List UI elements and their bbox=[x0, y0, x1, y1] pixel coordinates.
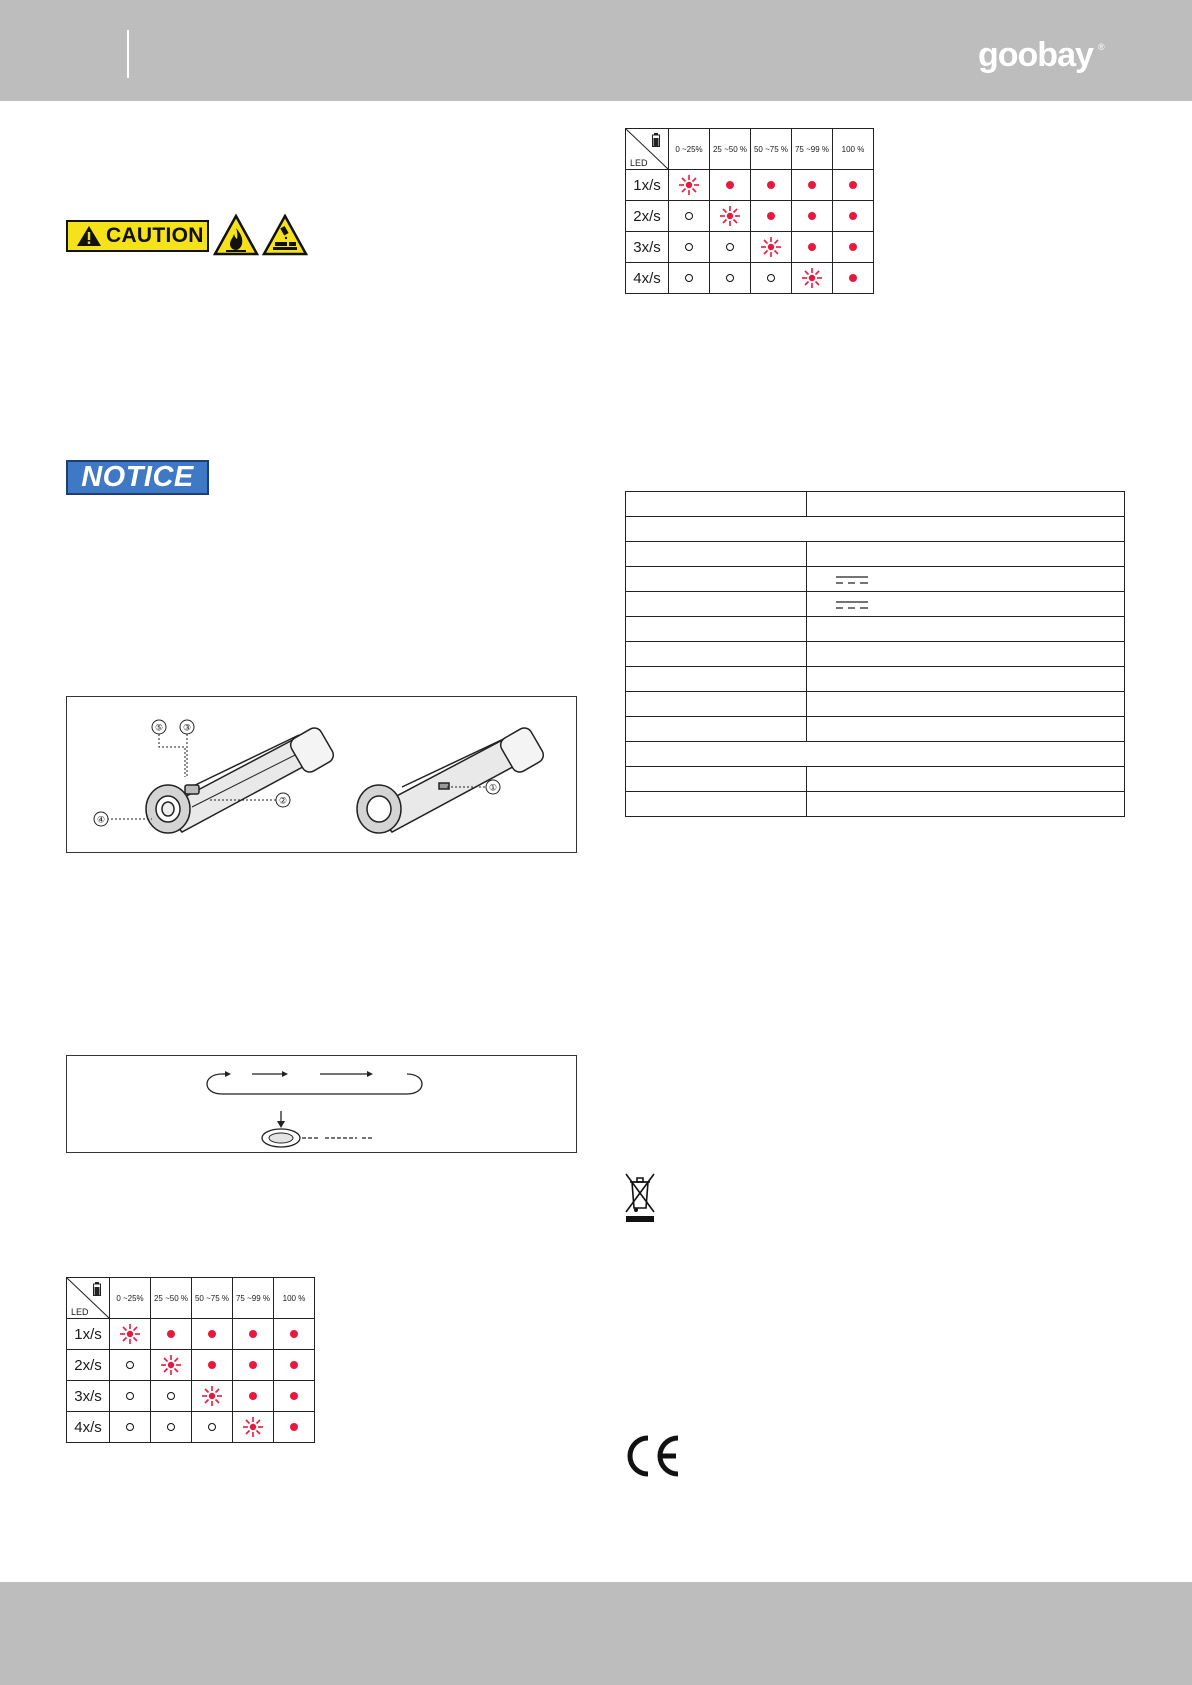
led-cell bbox=[151, 1350, 192, 1381]
header-divider bbox=[127, 30, 129, 78]
spec-section-row bbox=[626, 517, 1125, 542]
led-flashing-icon bbox=[760, 236, 782, 258]
spec-row bbox=[626, 792, 1125, 817]
led-off-dot bbox=[726, 274, 734, 282]
caution-text: CAUTION bbox=[106, 224, 204, 247]
led-row bbox=[67, 1350, 315, 1381]
led-cell bbox=[151, 1319, 192, 1350]
led-rate-label: 4x/s bbox=[67, 1412, 110, 1443]
led-column-header: 100 % bbox=[833, 129, 874, 170]
led-cell bbox=[192, 1319, 233, 1350]
callout-5: ⑤ bbox=[154, 723, 164, 734]
led-on-dot bbox=[849, 212, 857, 220]
led-corner-label: LED bbox=[71, 1307, 89, 1317]
spec-cell bbox=[807, 717, 1125, 742]
led-cell bbox=[669, 263, 710, 294]
spec-cell bbox=[626, 767, 807, 792]
spec-row bbox=[626, 592, 1125, 617]
spec-cell bbox=[807, 567, 1125, 592]
led-cell bbox=[710, 201, 751, 232]
led-rate-label: 3x/s bbox=[67, 1381, 110, 1412]
led-on-dot bbox=[290, 1361, 298, 1369]
led-rate-label: 4x/s bbox=[626, 263, 669, 294]
led-rate-label: 1x/s bbox=[626, 170, 669, 201]
led-rate-label: 1x/s bbox=[67, 1319, 110, 1350]
spec-cell bbox=[807, 542, 1125, 567]
spec-cell bbox=[626, 542, 807, 567]
spec-row bbox=[626, 667, 1125, 692]
led-off-dot bbox=[685, 274, 693, 282]
led-off-dot bbox=[126, 1392, 134, 1400]
led-flashing-icon bbox=[119, 1323, 141, 1345]
svg-text:goobay: goobay bbox=[978, 36, 1093, 74]
spec-row bbox=[626, 567, 1125, 592]
led-off-dot bbox=[126, 1361, 134, 1369]
led-off-dot bbox=[767, 274, 775, 282]
led-on-dot bbox=[249, 1392, 257, 1400]
led-corner-cell bbox=[626, 129, 669, 170]
spec-cell bbox=[807, 592, 1125, 617]
led-on-dot bbox=[290, 1330, 298, 1338]
led-cell bbox=[833, 170, 874, 201]
led-row bbox=[626, 263, 874, 294]
led-cell bbox=[151, 1412, 192, 1443]
flammable-hazard-icon bbox=[213, 214, 259, 256]
led-cell bbox=[792, 170, 833, 201]
led-on-dot bbox=[167, 1330, 175, 1338]
warning-triangle-icon bbox=[76, 225, 102, 247]
led-cell bbox=[833, 232, 874, 263]
led-flashing-icon bbox=[719, 205, 741, 227]
led-header-row bbox=[626, 129, 874, 170]
spec-cell bbox=[626, 592, 807, 617]
led-cell bbox=[751, 263, 792, 294]
led-row bbox=[626, 232, 874, 263]
spec-cell bbox=[626, 492, 807, 517]
led-cell bbox=[233, 1412, 274, 1443]
led-column-header: 0 ~25% bbox=[669, 129, 710, 170]
led-cell bbox=[669, 201, 710, 232]
mode-cycle-figure bbox=[66, 1055, 577, 1153]
led-flashing-icon bbox=[242, 1416, 264, 1438]
led-flashing-icon bbox=[201, 1385, 223, 1407]
spec-row bbox=[626, 617, 1125, 642]
callout-4: ④ bbox=[96, 815, 106, 826]
spec-cell bbox=[626, 517, 1125, 542]
led-cell bbox=[751, 232, 792, 263]
led-cell bbox=[233, 1319, 274, 1350]
led-header-row bbox=[67, 1278, 315, 1319]
led-cell bbox=[751, 170, 792, 201]
flashlight-illustration bbox=[67, 697, 578, 854]
caution-label bbox=[66, 220, 209, 252]
spec-row bbox=[626, 692, 1125, 717]
led-off-dot bbox=[726, 243, 734, 251]
corrosive-hazard-icon bbox=[262, 214, 308, 256]
led-cell bbox=[274, 1381, 315, 1412]
spec-cell bbox=[807, 617, 1125, 642]
specification-table bbox=[625, 491, 1125, 817]
goobay-logo bbox=[978, 36, 1108, 76]
led-corner-cell bbox=[67, 1278, 110, 1319]
led-rate-label: 2x/s bbox=[67, 1350, 110, 1381]
flashlight-front-view bbox=[146, 725, 336, 833]
spec-row bbox=[626, 542, 1125, 567]
spec-cell bbox=[807, 792, 1125, 817]
spec-cell bbox=[626, 717, 807, 742]
led-on-dot bbox=[808, 212, 816, 220]
led-column-header: 0 ~25% bbox=[110, 1278, 151, 1319]
led-on-dot bbox=[767, 212, 775, 220]
led-column-header: 25 ~50 % bbox=[151, 1278, 192, 1319]
led-on-dot bbox=[290, 1392, 298, 1400]
led-cell bbox=[192, 1412, 233, 1443]
led-column-header: 75 ~99 % bbox=[792, 129, 833, 170]
spec-section-row bbox=[626, 742, 1125, 767]
dc-symbol-icon bbox=[835, 574, 869, 586]
led-cell bbox=[833, 201, 874, 232]
led-cell bbox=[274, 1412, 315, 1443]
led-row bbox=[67, 1319, 315, 1350]
led-cell bbox=[192, 1350, 233, 1381]
mode-cycle-diagram bbox=[67, 1056, 578, 1154]
led-column-header: 25 ~50 % bbox=[710, 129, 751, 170]
weee-crossed-bin-icon bbox=[624, 1172, 656, 1224]
led-on-dot bbox=[849, 243, 857, 251]
spec-cell bbox=[626, 567, 807, 592]
led-column-header: 50 ~75 % bbox=[751, 129, 792, 170]
battery-icon bbox=[93, 1282, 101, 1296]
spec-cell bbox=[626, 692, 807, 717]
led-on-dot bbox=[208, 1361, 216, 1369]
led-on-dot bbox=[249, 1330, 257, 1338]
led-off-dot bbox=[167, 1423, 175, 1431]
led-row bbox=[626, 170, 874, 201]
spec-cell bbox=[626, 792, 807, 817]
led-cell bbox=[274, 1319, 315, 1350]
led-on-dot bbox=[726, 181, 734, 189]
led-off-dot bbox=[126, 1423, 134, 1431]
led-rate-label: 2x/s bbox=[626, 201, 669, 232]
led-on-dot bbox=[290, 1423, 298, 1431]
spec-cell bbox=[626, 642, 807, 667]
led-off-dot bbox=[208, 1423, 216, 1431]
led-cell bbox=[110, 1381, 151, 1412]
led-column-header: 100 % bbox=[274, 1278, 315, 1319]
led-column-header: 50 ~75 % bbox=[192, 1278, 233, 1319]
led-off-dot bbox=[167, 1392, 175, 1400]
led-corner-label: LED bbox=[630, 158, 648, 168]
spec-row bbox=[626, 642, 1125, 667]
led-status-table bbox=[66, 1277, 315, 1443]
led-on-dot bbox=[808, 243, 816, 251]
led-row bbox=[67, 1381, 315, 1412]
led-on-dot bbox=[849, 181, 857, 189]
led-row bbox=[626, 201, 874, 232]
led-cell bbox=[710, 232, 751, 263]
led-cell bbox=[233, 1350, 274, 1381]
led-on-dot bbox=[249, 1361, 257, 1369]
led-cell bbox=[151, 1381, 192, 1412]
product-figure bbox=[66, 696, 577, 853]
spec-cell bbox=[626, 617, 807, 642]
led-rate-label: 3x/s bbox=[626, 232, 669, 263]
led-column-header: 75 ~99 % bbox=[233, 1278, 274, 1319]
flashlight-back-view bbox=[357, 725, 546, 833]
spec-cell bbox=[626, 742, 1125, 767]
svg-text:®: ® bbox=[1098, 42, 1105, 52]
led-cell bbox=[669, 170, 710, 201]
spec-cell bbox=[807, 692, 1125, 717]
battery-icon bbox=[652, 133, 660, 147]
led-cell bbox=[233, 1381, 274, 1412]
spec-row bbox=[626, 717, 1125, 742]
led-cell bbox=[833, 263, 874, 294]
spec-cell bbox=[807, 492, 1125, 517]
led-cell bbox=[192, 1381, 233, 1412]
spec-cell bbox=[807, 767, 1125, 792]
led-on-dot bbox=[767, 181, 775, 189]
led-cell bbox=[110, 1319, 151, 1350]
led-cell bbox=[710, 170, 751, 201]
ce-mark-icon bbox=[624, 1434, 682, 1478]
led-flashing-icon bbox=[678, 174, 700, 196]
led-on-dot bbox=[849, 274, 857, 282]
led-cell bbox=[792, 263, 833, 294]
spec-row bbox=[626, 767, 1125, 792]
led-cell bbox=[274, 1350, 315, 1381]
led-cell bbox=[792, 232, 833, 263]
led-cell bbox=[751, 201, 792, 232]
led-cell bbox=[110, 1350, 151, 1381]
led-cell bbox=[710, 263, 751, 294]
dc-symbol-icon bbox=[835, 599, 869, 611]
notice-label: NOTICE bbox=[66, 460, 209, 495]
led-off-dot bbox=[685, 243, 693, 251]
led-cell bbox=[110, 1412, 151, 1443]
spec-cell bbox=[807, 642, 1125, 667]
spec-row bbox=[626, 492, 1125, 517]
led-on-dot bbox=[808, 181, 816, 189]
led-flashing-icon bbox=[801, 267, 823, 289]
spec-cell bbox=[626, 667, 807, 692]
led-on-dot bbox=[208, 1330, 216, 1338]
led-cell bbox=[792, 201, 833, 232]
spec-cell bbox=[807, 667, 1125, 692]
led-cell bbox=[669, 232, 710, 263]
led-status-table bbox=[625, 128, 874, 294]
callout-3: ③ bbox=[182, 723, 192, 734]
led-flashing-icon bbox=[160, 1354, 182, 1376]
callout-2: ② bbox=[278, 796, 288, 807]
footer-bar bbox=[0, 1582, 1192, 1685]
led-off-dot bbox=[685, 212, 693, 220]
callout-1: ① bbox=[488, 783, 498, 794]
led-row bbox=[67, 1412, 315, 1443]
